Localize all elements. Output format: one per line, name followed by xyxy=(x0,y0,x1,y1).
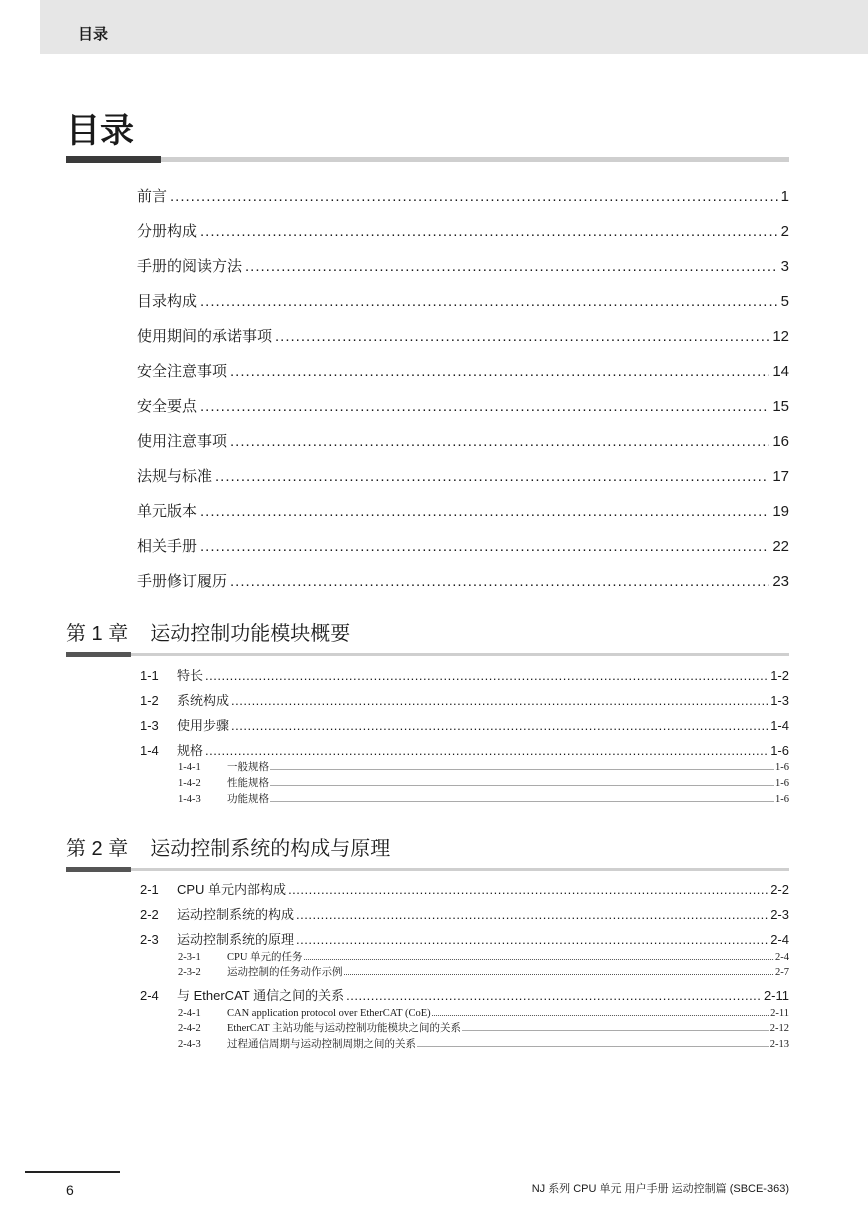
toc-entry-page: 12 xyxy=(772,328,789,345)
subsection-label: CPU 单元的任务 xyxy=(227,952,303,963)
section-label: 运动控制系统的原理 xyxy=(177,932,295,947)
subsection-number: 2-4-1 xyxy=(178,1008,201,1019)
section-entry[interactable] xyxy=(140,987,789,1005)
toc-entry[interactable] xyxy=(137,361,789,383)
toc-entry[interactable] xyxy=(137,256,789,278)
subsection-number: 1-4-3 xyxy=(178,794,201,805)
toc-entry-label: 单元版本 xyxy=(137,503,198,520)
subsection-label: 过程通信周期与运动控制周期之间的关系 xyxy=(227,1039,416,1050)
chapter-number: 第 2 章 xyxy=(66,838,129,860)
toc-entry-label: 分册构成 xyxy=(137,223,198,240)
toc-entry-page: 17 xyxy=(772,468,789,485)
leader-dots xyxy=(230,431,769,453)
subsection-entry[interactable] xyxy=(178,966,789,980)
chapter-title: 运动控制功能模块概要 xyxy=(150,623,351,645)
subsection-page: 2-7 xyxy=(775,967,789,978)
section-label: 规格 xyxy=(177,743,204,758)
toc-entry-label: 安全要点 xyxy=(137,398,198,415)
section-number: 1-1 xyxy=(140,668,159,683)
section-page: 1-3 xyxy=(770,693,789,708)
toc-entry[interactable] xyxy=(137,186,789,208)
toc-entry-page: 2 xyxy=(780,223,789,240)
section-entry[interactable] xyxy=(140,742,789,760)
toc-entry-page: 16 xyxy=(772,433,789,450)
section-page: 2-4 xyxy=(770,932,789,947)
section-page: 1-6 xyxy=(770,743,789,758)
toc-entry-page: 23 xyxy=(772,573,789,590)
section-label: 运动控制系统的构成 xyxy=(177,907,295,922)
section-number: 2-2 xyxy=(140,907,159,922)
section-entry[interactable] xyxy=(140,931,789,949)
footer-manual-title: NJ 系列 CPU 单元 用户手册 运动控制篇 (SBCE-363) xyxy=(531,1183,789,1195)
leader-dots xyxy=(296,931,768,949)
subsection-entry[interactable] xyxy=(178,793,789,807)
page-title: 目录 xyxy=(66,112,134,150)
toc-entry[interactable] xyxy=(137,466,789,488)
subsection-entry[interactable] xyxy=(178,951,789,965)
subsection-entry[interactable] xyxy=(178,761,789,775)
header-title: 目录 xyxy=(78,26,109,43)
toc-entry[interactable] xyxy=(137,536,789,558)
subsection-number: 2-3-1 xyxy=(178,952,201,963)
toc-entry-label: 目录构成 xyxy=(137,293,198,310)
leader-dots xyxy=(344,966,775,980)
leader-dots xyxy=(270,777,774,791)
toc-entry-label: 使用注意事项 xyxy=(137,433,228,450)
leader-dots xyxy=(200,501,769,523)
footer-rule xyxy=(25,1171,120,1173)
toc-entry[interactable] xyxy=(137,326,789,348)
subsection-page: 1-6 xyxy=(775,778,789,789)
section-label: 使用步骤 xyxy=(177,718,230,733)
chapter-rule xyxy=(66,652,131,657)
section-page: 1-4 xyxy=(770,718,789,733)
subsection-page: 1-6 xyxy=(775,794,789,805)
leader-dots xyxy=(215,466,769,488)
chapter-heading[interactable] xyxy=(66,620,350,648)
subsection-page: 1-6 xyxy=(775,762,789,773)
chapter-heading[interactable] xyxy=(66,835,390,863)
subsection-label: 一般规格 xyxy=(227,762,269,773)
toc-entry-page: 19 xyxy=(772,503,789,520)
chapter-rule-extension xyxy=(131,868,789,871)
leader-dots xyxy=(200,221,778,243)
section-label: CPU 单元内部构成 xyxy=(177,882,287,897)
subsection-entry[interactable] xyxy=(178,1022,789,1036)
section-label: 与 EtherCAT 通信之间的关系 xyxy=(177,988,345,1003)
section-entry[interactable] xyxy=(140,881,789,899)
leader-dots xyxy=(304,951,774,965)
toc-entry-page: 14 xyxy=(772,363,789,380)
subsection-label: 性能规格 xyxy=(227,778,269,789)
toc-entry[interactable] xyxy=(137,396,789,418)
toc-entry-page: 1 xyxy=(780,188,789,205)
leader-dots xyxy=(275,326,769,348)
section-number: 2-1 xyxy=(140,882,159,897)
chapter-number: 第 1 章 xyxy=(66,623,129,645)
section-page: 2-11 xyxy=(763,988,789,1003)
section-label: 系统构成 xyxy=(177,693,230,708)
footer-page-number: 6 xyxy=(66,1182,74,1198)
section-page: 2-3 xyxy=(770,907,789,922)
subsection-label: 运动控制的任务动作示例 xyxy=(227,967,343,978)
toc-entry-page: 22 xyxy=(772,538,789,555)
chapter-title: 运动控制系统的构成与原理 xyxy=(150,838,391,860)
section-entry[interactable] xyxy=(140,717,789,735)
leader-dots xyxy=(432,1007,770,1021)
subsection-label: 功能规格 xyxy=(227,794,269,805)
subsection-entry[interactable] xyxy=(178,777,789,791)
subsection-entry[interactable] xyxy=(178,1007,789,1021)
section-entry[interactable] xyxy=(140,667,789,685)
toc-entry[interactable] xyxy=(137,501,789,523)
subsection-label: EtherCAT 主站功能与运动控制功能模块之间的关系 xyxy=(227,1023,462,1034)
section-entry[interactable] xyxy=(140,906,789,924)
toc-entry[interactable] xyxy=(137,571,789,593)
leader-dots xyxy=(200,396,769,418)
toc-entry[interactable] xyxy=(137,291,789,313)
subsection-number: 1-4-1 xyxy=(178,762,201,773)
chapter-rule xyxy=(66,867,131,872)
toc-entry[interactable] xyxy=(137,221,789,243)
toc-entry-page: 3 xyxy=(780,258,789,275)
leader-dots xyxy=(200,291,778,313)
leader-dots xyxy=(205,667,768,685)
section-page: 1-2 xyxy=(770,668,789,683)
toc-entry-label: 法规与标准 xyxy=(137,468,213,485)
section-number: 1-3 xyxy=(140,718,159,733)
title-rule xyxy=(66,156,161,163)
chapter-rule-extension xyxy=(131,653,789,656)
leader-dots xyxy=(417,1038,769,1052)
leader-dots xyxy=(170,186,778,208)
toc-entry-label: 前言 xyxy=(137,188,168,205)
toc-entry-label: 手册修订履历 xyxy=(137,573,228,590)
leader-dots xyxy=(231,692,768,710)
section-entry[interactable] xyxy=(140,692,789,710)
leader-dots xyxy=(230,361,769,383)
subsection-number: 2-4-3 xyxy=(178,1039,201,1050)
section-number: 1-2 xyxy=(140,693,159,708)
subsection-page: 2-4 xyxy=(775,952,789,963)
toc-entry-label: 安全注意事项 xyxy=(137,363,228,380)
toc-entry-page: 5 xyxy=(780,293,789,310)
header-bar xyxy=(40,0,868,54)
leader-dots xyxy=(296,906,768,924)
leader-dots xyxy=(205,742,768,760)
toc-entry-page: 15 xyxy=(772,398,789,415)
leader-dots xyxy=(270,793,774,807)
leader-dots xyxy=(462,1022,769,1036)
title-rule-extension xyxy=(161,157,789,162)
section-page: 2-2 xyxy=(770,882,789,897)
section-number: 1-4 xyxy=(140,743,159,758)
subsection-number: 1-4-2 xyxy=(178,778,201,789)
leader-dots xyxy=(270,761,774,775)
subsection-number: 2-4-2 xyxy=(178,1023,201,1034)
toc-entry[interactable] xyxy=(137,431,789,453)
section-label: 特长 xyxy=(177,668,204,683)
subsection-number: 2-3-2 xyxy=(178,967,201,978)
toc-entry-label: 相关手册 xyxy=(137,538,198,555)
leader-dots xyxy=(230,571,769,593)
subsection-page: 2-11 xyxy=(770,1008,789,1019)
toc-entry-label: 使用期间的承诺事项 xyxy=(137,328,273,345)
subsection-label: CAN application protocol over EtherCAT (CoE) xyxy=(227,1008,431,1019)
section-number: 2-3 xyxy=(140,932,159,947)
leader-dots xyxy=(231,717,768,735)
leader-dots xyxy=(288,881,768,899)
subsection-page: 2-12 xyxy=(769,1023,789,1034)
leader-dots xyxy=(346,987,762,1005)
leader-dots xyxy=(245,256,778,278)
subsection-page: 2-13 xyxy=(769,1039,789,1050)
toc-entry-label: 手册的阅读方法 xyxy=(137,258,243,275)
leader-dots xyxy=(200,536,769,558)
subsection-entry[interactable] xyxy=(178,1038,789,1052)
section-number: 2-4 xyxy=(140,988,159,1003)
